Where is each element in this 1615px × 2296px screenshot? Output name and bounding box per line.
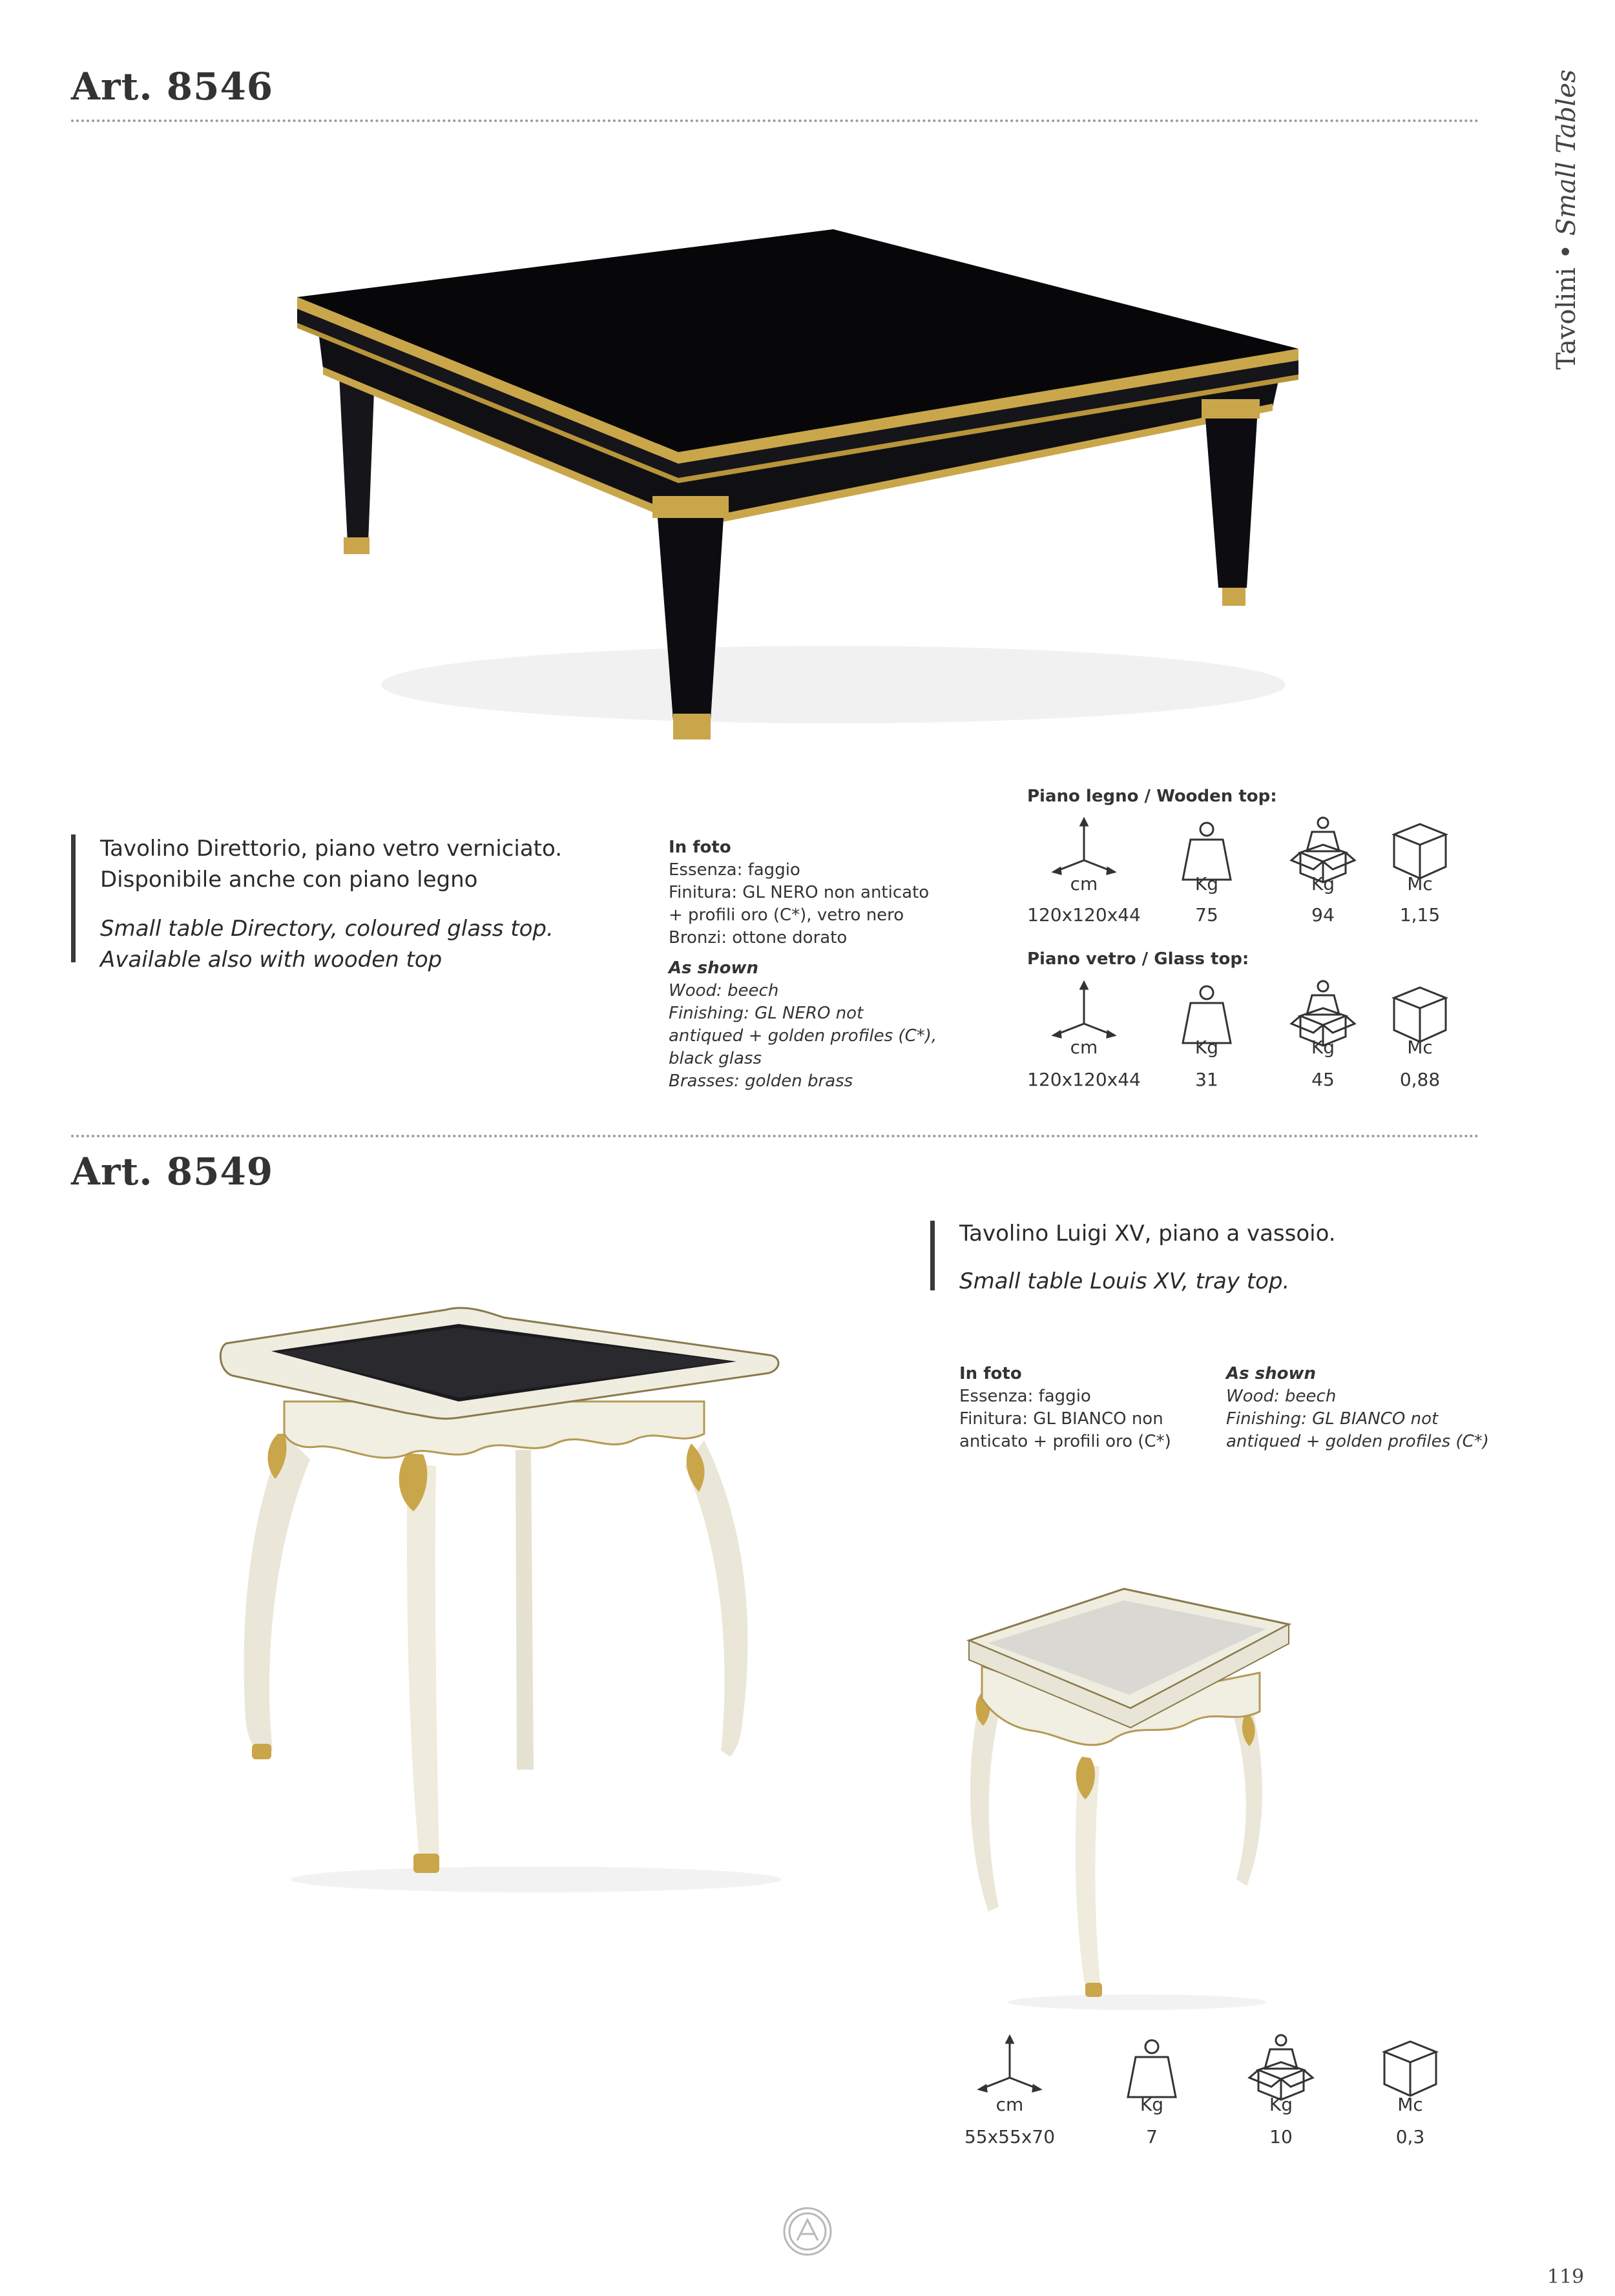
section-side-label bbox=[1541, 65, 1592, 375]
unit-label: Kg bbox=[1269, 2094, 1293, 2115]
product-photo-8549-front bbox=[213, 1305, 808, 1899]
as-shown-heading: As shown bbox=[669, 958, 759, 978]
dimensions-axes-icon bbox=[974, 2032, 1045, 2104]
spec-value: 0,3 bbox=[1395, 2126, 1425, 2147]
as-shown-heading: As shown bbox=[1226, 1364, 1317, 1383]
volume-cube-icon bbox=[1375, 2032, 1446, 2104]
in-foto-line: + profili oro (C*), vetro nero bbox=[669, 905, 904, 925]
unit-label: cm bbox=[1070, 873, 1098, 895]
in-foto-line: Essenza: faggio bbox=[959, 1387, 1091, 1406]
page-number: 119 bbox=[1547, 2266, 1585, 2288]
unit-label: Kg bbox=[1311, 873, 1335, 895]
net-weight-icon bbox=[1116, 2032, 1187, 2104]
art-8549-title: Art. 8549 bbox=[71, 1150, 274, 1194]
unit-label: Kg bbox=[1140, 2094, 1164, 2115]
spec-value: 45 bbox=[1311, 1069, 1335, 1090]
in-foto-line: Essenza: faggio bbox=[669, 860, 800, 880]
art-8546-specs bbox=[669, 836, 1005, 1093]
in-foto-line: Finitura: GL BIANCO non bbox=[959, 1409, 1163, 1429]
description-accent-bar bbox=[71, 834, 76, 962]
spec-value: 120x120x44 bbox=[1027, 1069, 1141, 1090]
as-shown-line: Brasses: golden brass bbox=[669, 1071, 853, 1091]
as-shown-line: antiqued + golden profiles (C*) bbox=[1226, 1432, 1489, 1451]
unit-label: Kg bbox=[1194, 1037, 1219, 1058]
spec-value: 120x120x44 bbox=[1027, 904, 1141, 926]
glass-top-heading: Piano vetro / Glass top: bbox=[1027, 949, 1249, 969]
art-8549-as-shown bbox=[1226, 1363, 1510, 1453]
side-label-it: Tavolini bbox=[1552, 267, 1581, 370]
product-photo-8546 bbox=[278, 220, 1337, 749]
description-it-line: Tavolino Direttorio, piano vetro verniciato. bbox=[100, 836, 562, 862]
spec-value: 55x55x70 bbox=[964, 2126, 1056, 2147]
spec-value: 10 bbox=[1269, 2126, 1293, 2147]
spec-value: 7 bbox=[1146, 2126, 1158, 2147]
section-divider bbox=[71, 1135, 1479, 1137]
unit-label: Kg bbox=[1311, 1037, 1335, 1058]
description-it-line: Tavolino Luigi XV, piano a vassoio. bbox=[959, 1221, 1336, 1246]
spec-value: 1,15 bbox=[1399, 904, 1441, 926]
as-shown-line: Wood: beech bbox=[669, 981, 779, 1000]
spec-value: 94 bbox=[1311, 904, 1335, 926]
spec-value: 0,88 bbox=[1399, 1069, 1441, 1090]
unit-label: Mc bbox=[1397, 2094, 1423, 2115]
as-shown-line: black glass bbox=[669, 1049, 762, 1068]
description-en-line: Small table Louis XV, tray top. bbox=[959, 1268, 1290, 1294]
as-shown-line: Finishing: GL BIANCO not bbox=[1226, 1409, 1439, 1429]
spec-value: 75 bbox=[1195, 904, 1218, 926]
unit-label: Mc bbox=[1407, 873, 1433, 895]
description-en-line: Available also with wooden top bbox=[100, 947, 443, 973]
description-it-line: Disponibile anche con piano legno bbox=[100, 867, 478, 893]
title-divider bbox=[71, 119, 1479, 122]
unit-label: Kg bbox=[1194, 873, 1219, 895]
in-foto-line: Finitura: GL NERO non anticato bbox=[669, 883, 930, 902]
in-foto-line: anticato + profili oro (C*) bbox=[959, 1432, 1171, 1451]
unit-label: cm bbox=[1070, 1037, 1098, 1058]
in-foto-line: Bronzi: ottone dorato bbox=[669, 928, 848, 947]
as-shown-line: antiqued + golden profiles (C*), bbox=[669, 1026, 937, 1046]
unit-label: cm bbox=[995, 2094, 1024, 2115]
as-shown-line: Wood: beech bbox=[1226, 1387, 1337, 1406]
description-en-line: Small table Directory, coloured glass top. bbox=[100, 916, 554, 942]
in-foto-heading: In foto bbox=[959, 1364, 1022, 1383]
art-8549-in-foto bbox=[959, 1363, 1218, 1453]
as-shown-line: Finishing: GL NERO not bbox=[669, 1004, 864, 1023]
spec-value: 31 bbox=[1195, 1069, 1218, 1090]
description-accent-bar bbox=[930, 1221, 935, 1290]
gross-weight-package-icon bbox=[1245, 2032, 1317, 2104]
side-label-separator: • bbox=[1552, 243, 1581, 260]
product-photo-8549-angle bbox=[963, 1576, 1298, 2015]
art-8549-description bbox=[959, 1218, 1541, 1297]
in-foto-heading: In foto bbox=[669, 838, 731, 857]
side-label-en: Small Tables bbox=[1552, 69, 1581, 236]
wooden-top-heading: Piano legno / Wooden top: bbox=[1027, 787, 1277, 806]
art-8546-title: Art. 8546 bbox=[71, 65, 274, 109]
brand-emblem-icon bbox=[782, 2206, 833, 2257]
art-8546-description bbox=[100, 833, 630, 975]
unit-label: Mc bbox=[1407, 1037, 1433, 1058]
